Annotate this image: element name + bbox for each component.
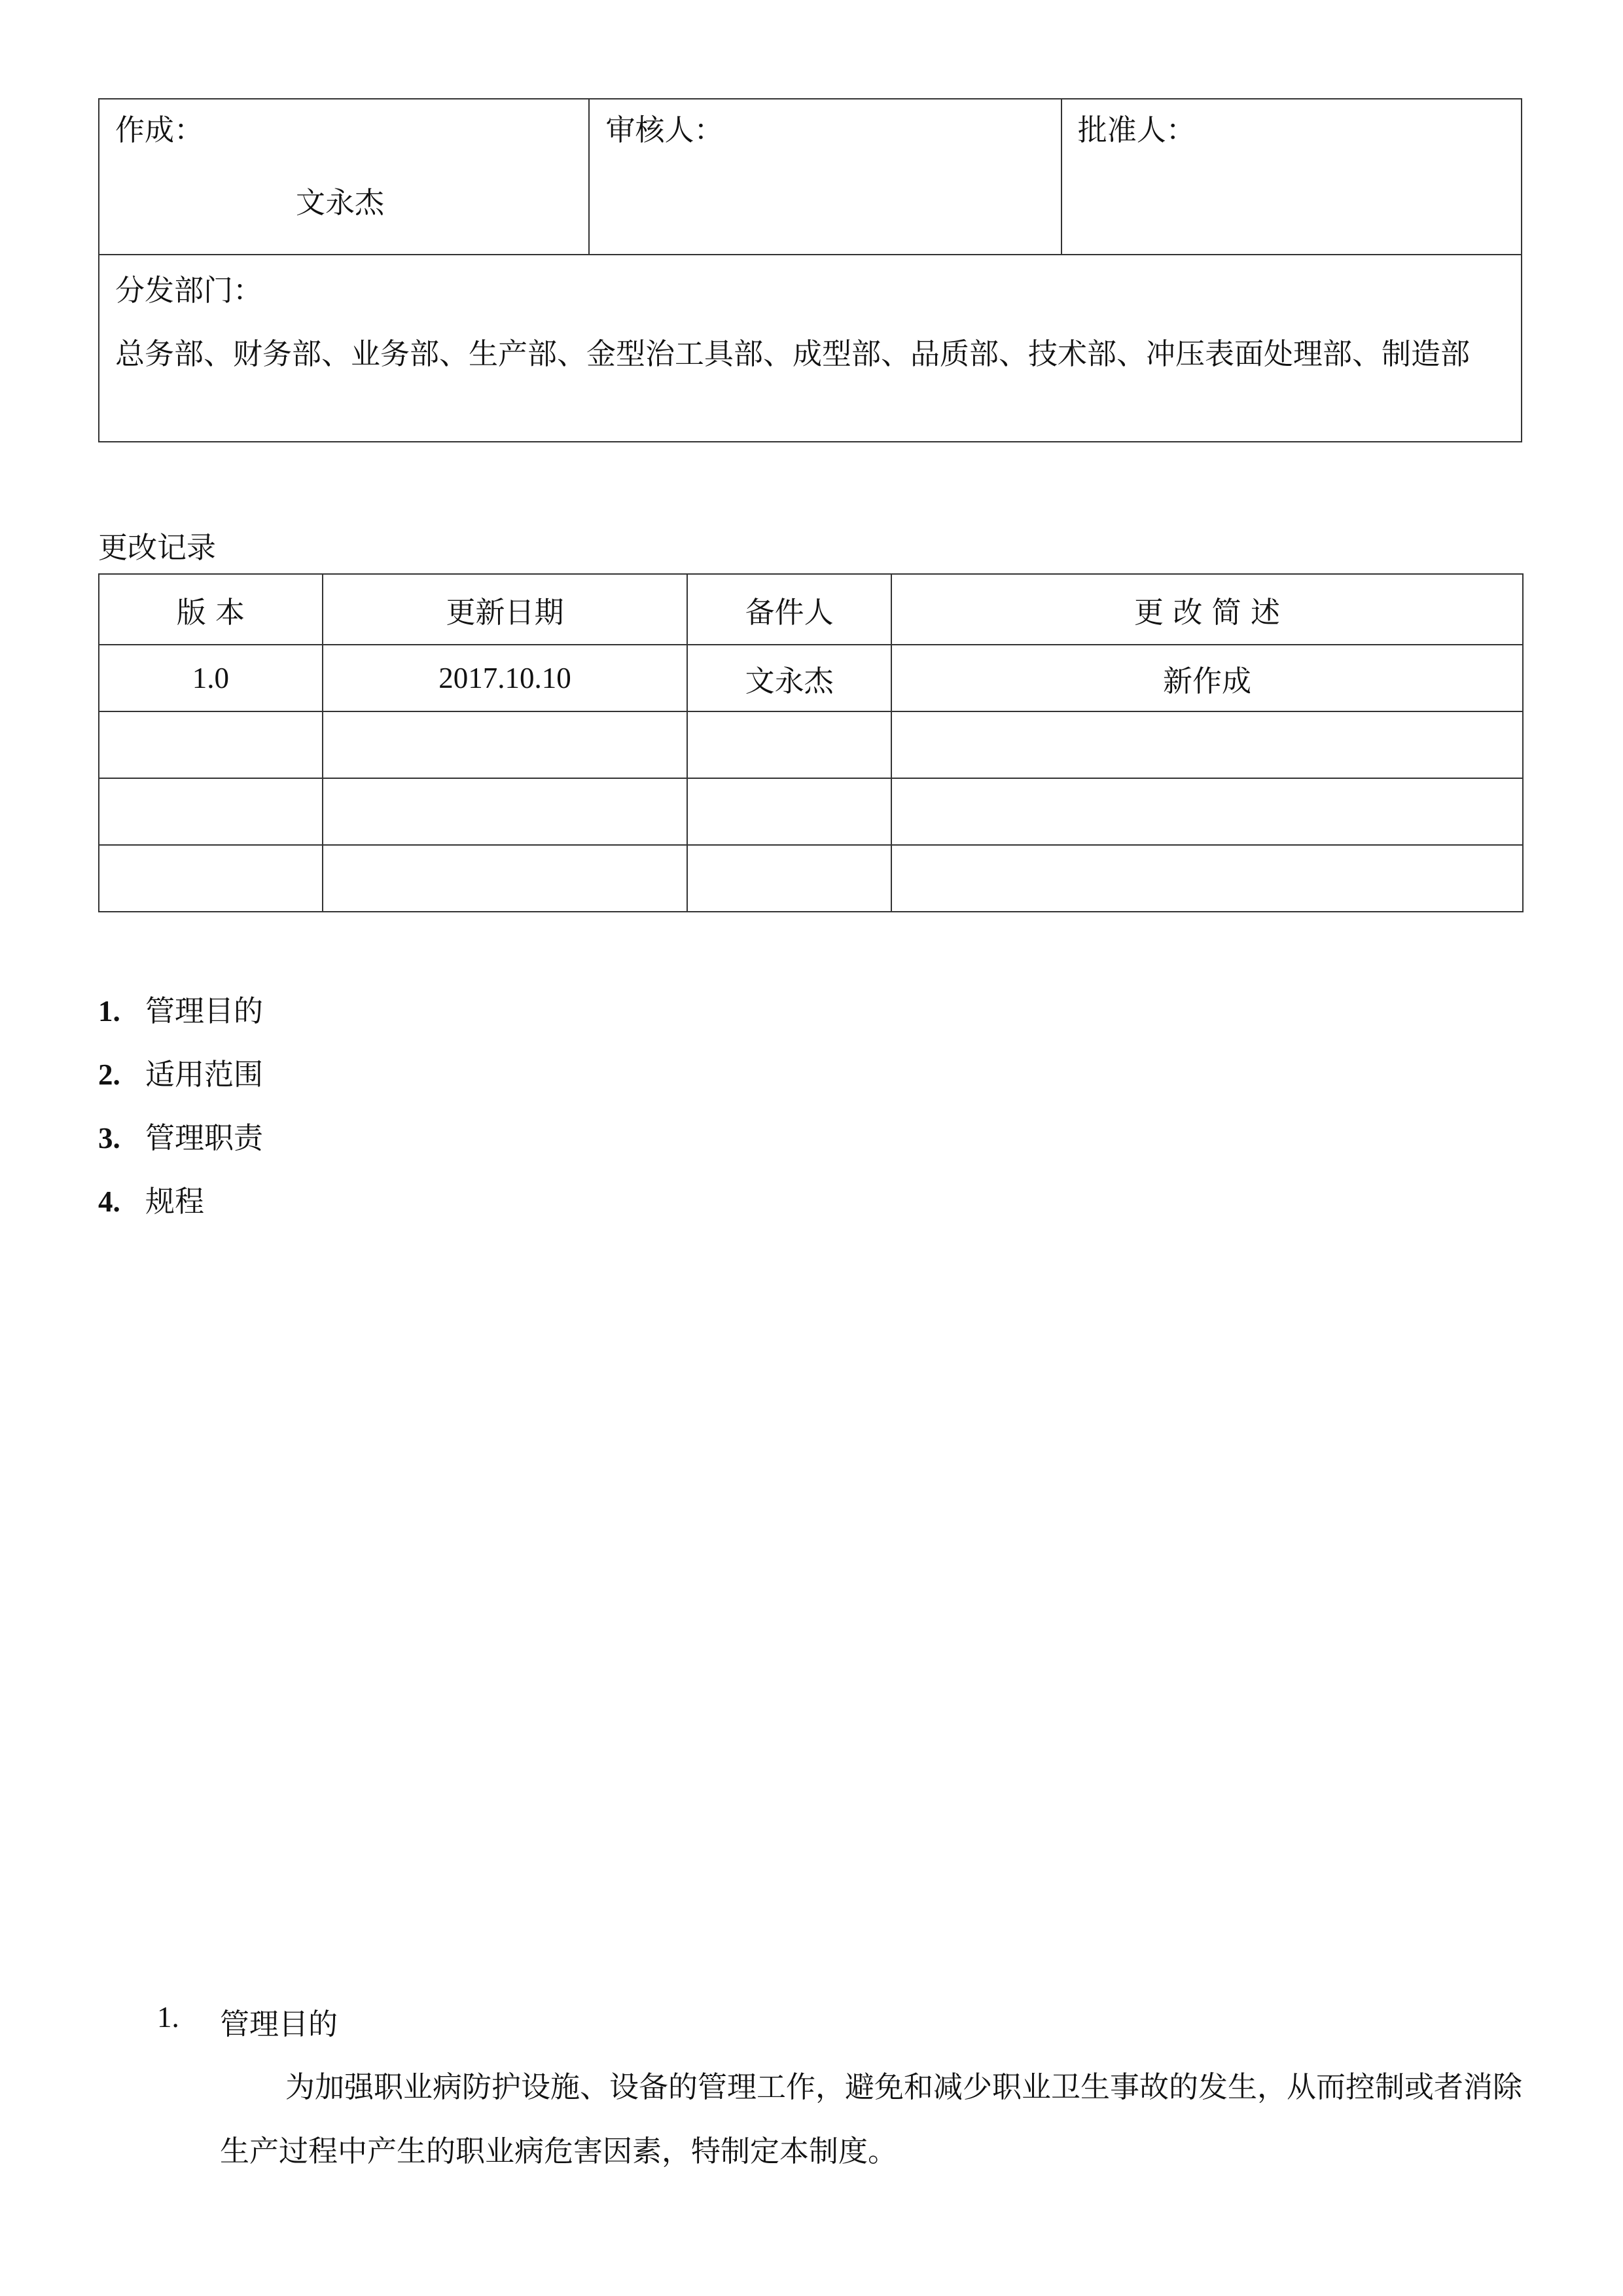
distribution-departments: 总务部、财务部、业务部、生产部、金型治工具部、成型部、品质部、技术部、冲压表面处理部、制造部	[115, 336, 1471, 371]
cell-version	[99, 778, 323, 845]
cell-date: 2017.10.10	[323, 645, 688, 711]
cell-description	[891, 711, 1523, 778]
cell-version	[99, 845, 323, 912]
change-record-title: 更改记录	[98, 530, 217, 565]
distribution-label: 分发部门：	[115, 273, 263, 308]
approver-label: 批准人：	[1077, 113, 1196, 147]
section-body: 为加强职业病防护设施、设备的管理工作，避免和减少职业卫生事故的发生，从而控制或者消除生产过程中产生的职业病危害因素，特制定本制度。	[220, 2070, 1523, 2168]
header-description: 更 改 简 述	[891, 574, 1523, 645]
cell-description: 新作成	[891, 645, 1523, 711]
toc-item	[98, 1114, 263, 1157]
cell-date	[323, 711, 688, 778]
approver-cell	[1061, 99, 1522, 255]
toc-title: 管理职责	[145, 1121, 264, 1155]
toc-number: 3.	[98, 1122, 120, 1155]
table-row	[99, 711, 1523, 778]
cell-date	[323, 845, 688, 912]
distribution-cell	[99, 255, 1522, 442]
reviewer-label: 审核人：	[605, 113, 724, 147]
cell-author	[687, 711, 891, 778]
table-row	[99, 845, 1523, 912]
change-record-header	[99, 574, 1523, 645]
table-row	[99, 778, 1523, 845]
header-update-date: 更新日期	[323, 574, 688, 645]
toc-item	[98, 987, 263, 1030]
cell-version	[99, 711, 323, 778]
cell-author	[687, 845, 891, 912]
cell-date	[323, 778, 688, 845]
author-label: 作成：	[115, 113, 204, 147]
section-number: 1.	[157, 2001, 179, 2034]
cell-description	[891, 845, 1523, 912]
cell-author: 文永杰	[687, 645, 891, 711]
toc-item	[98, 1177, 204, 1220]
toc-number: 4.	[98, 1185, 120, 1218]
change-record-table	[98, 573, 1524, 912]
cell-author	[687, 778, 891, 845]
section-title: 管理目的	[220, 2007, 338, 2041]
toc-title: 规程	[145, 1184, 205, 1219]
toc-item	[98, 1050, 263, 1093]
toc-title: 管理目的	[145, 994, 264, 1028]
toc-number: 1.	[98, 995, 120, 1028]
reviewer-cell	[589, 99, 1061, 255]
approval-table	[98, 98, 1522, 442]
table-row	[99, 645, 1523, 711]
cell-description	[891, 778, 1523, 845]
cell-version: 1.0	[99, 645, 323, 711]
header-author: 备件人	[687, 574, 891, 645]
toc-title: 适用范围	[145, 1057, 264, 1092]
toc-number: 2.	[98, 1058, 120, 1091]
author-cell	[99, 99, 589, 255]
header-version: 版 本	[99, 574, 323, 645]
author-name: 文永杰	[296, 185, 385, 220]
